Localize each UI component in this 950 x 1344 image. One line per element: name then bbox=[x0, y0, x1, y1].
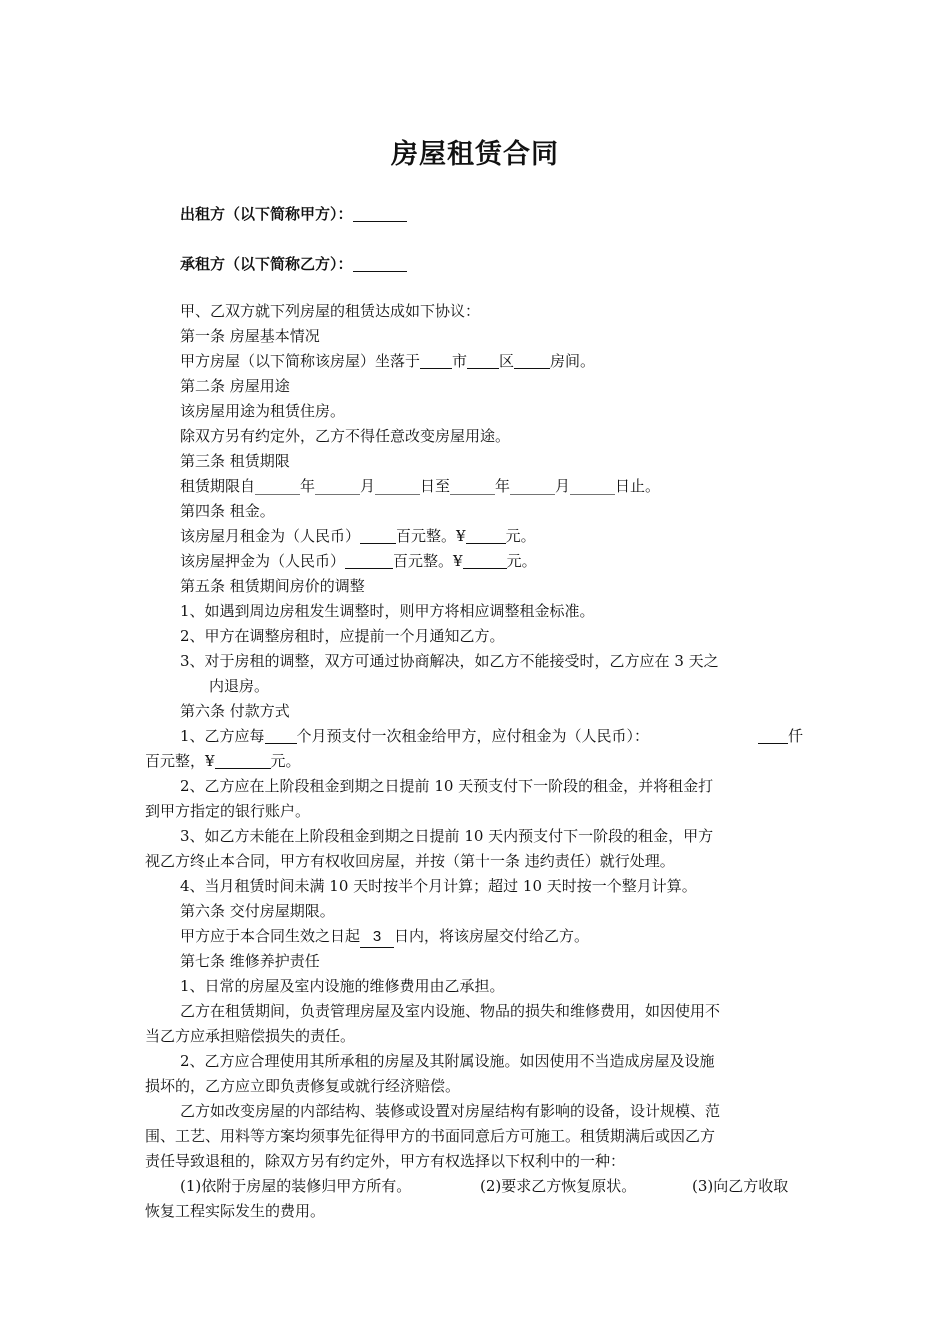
delivery-text-a: 甲方应于本合同生效之日起 bbox=[180, 927, 361, 945]
art7-p1-line1: 乙方在租赁期间，负责管理房屋及室内设施、物品的损失和维修费用，如因使用不 bbox=[180, 1002, 721, 1020]
deposit-hundreds-blank bbox=[345, 553, 393, 569]
art7-option1: (1)依附于房屋的装修归甲方所有。 bbox=[180, 1177, 412, 1195]
art5-item3-line2: 内退房。 bbox=[209, 677, 270, 695]
art7-option2: (2)要求乙方恢复原状。 bbox=[480, 1177, 637, 1195]
lessee-line bbox=[180, 253, 407, 274]
rent-text-b: 百元整。¥ bbox=[396, 527, 466, 545]
art4-rent bbox=[180, 526, 536, 546]
lessor-line bbox=[180, 203, 407, 224]
art6b-heading: 第六条 交付房屋期限。 bbox=[180, 902, 335, 920]
lessee-blank bbox=[353, 256, 407, 272]
deposit-text-a: 该房屋押金为（人民币） bbox=[180, 552, 346, 570]
rent-text-a: 该房屋月租金为（人民币） bbox=[180, 527, 361, 545]
art4-deposit bbox=[180, 551, 537, 571]
city-blank bbox=[420, 353, 452, 369]
deposit-amount-blank bbox=[463, 553, 507, 569]
art5-item2: 2、甲方在调整房租时，应提前一个月通知乙方。 bbox=[180, 627, 505, 645]
art5-item1: 1、如遇到周边房租发生调整时，则甲方将相应调整租金标准。 bbox=[180, 602, 595, 620]
pay-text-d: 百元整，¥ bbox=[145, 752, 215, 770]
pay-thousand-blank bbox=[758, 728, 788, 744]
art6-item4: 4、当月租赁时间未满 10 天时按半个月计算；超过 10 天时按一个整月计算。 bbox=[180, 877, 697, 895]
art7-item1: 1、日常的房屋及室内设施的维修费用由乙承担。 bbox=[180, 977, 505, 995]
deposit-text-b: 百元整。¥ bbox=[393, 552, 463, 570]
delivery-text-b: 日内，将该房屋交付给乙方。 bbox=[394, 927, 590, 945]
art1-heading: 第一条 房屋基本情况 bbox=[180, 327, 320, 345]
art7-item2-line2: 损坏的，乙方应立即负责修复或就行经济赔偿。 bbox=[145, 1077, 461, 1095]
art6-item1-line1 bbox=[180, 726, 649, 746]
pay-text-e: 元。 bbox=[270, 752, 301, 770]
art5-heading: 第五条 租赁期间房价的调整 bbox=[180, 577, 365, 595]
art6-item2-line2: 到甲方指定的银行账户。 bbox=[145, 802, 311, 820]
art7-heading: 第七条 维修养护责任 bbox=[180, 952, 320, 970]
art6-item1-line2 bbox=[145, 751, 301, 771]
district-blank bbox=[467, 353, 499, 369]
art1-text-c: 区 bbox=[499, 352, 515, 370]
art7-p2-line1: 乙方如改变房屋的内部结构、装修或设置对房屋结构有影响的设备，设计规模、范 bbox=[180, 1102, 721, 1120]
art2-heading: 第二条 房屋用途 bbox=[180, 377, 290, 395]
art1-text-d: 房间。 bbox=[550, 352, 596, 370]
art1-text-a: 甲方房屋（以下简称该房屋）坐落于 bbox=[180, 352, 421, 370]
pay-text-c: 仟 bbox=[788, 727, 804, 745]
rent-text-c: 元。 bbox=[505, 527, 536, 545]
art3-heading: 第三条 租赁期限 bbox=[180, 452, 290, 470]
art7-option3: (3)向乙方收取 bbox=[692, 1177, 789, 1195]
document-title: 房屋租赁合同 bbox=[391, 139, 559, 170]
deposit-text-c: 元。 bbox=[506, 552, 537, 570]
art6-item1-thousand bbox=[758, 726, 803, 746]
art6-item2-line1: 2、乙方应在上阶段租金到期之日提前 10 天预支付下一阶段的租金，并将租金打 bbox=[180, 777, 714, 795]
pay-amount-blank bbox=[215, 753, 271, 769]
lessor-label: 出租方（以下简称甲方）： bbox=[180, 205, 353, 223]
art7-item2-line1: 2、乙方应合理使用其所承租的房屋及其附属设施。如因使用不当造成房屋及设施 bbox=[180, 1052, 715, 1070]
art6b-delivery bbox=[180, 926, 589, 948]
art2-p2: 除双方另有约定外，乙方不得任意改变房屋用途。 bbox=[180, 427, 511, 445]
art2-p1: 该房屋用途为租赁住房。 bbox=[180, 402, 346, 420]
pay-months-blank bbox=[265, 728, 297, 744]
pay-text-b: 个月预支付一次租金给甲方，应付租金为（人民币）： bbox=[296, 727, 650, 745]
art1-text-b: 市 bbox=[452, 352, 468, 370]
lessor-blank bbox=[353, 206, 407, 222]
art7-option3-cont: 恢复工程实际发生的费用。 bbox=[145, 1202, 326, 1220]
rent-hundreds-blank bbox=[360, 528, 396, 544]
art6-heading: 第六条 付款方式 bbox=[180, 702, 290, 720]
room-blank bbox=[514, 353, 550, 369]
art6-item3-line1: 3、如乙方未能在上阶段租金到期之日提前 10 天内预支付下一阶段的租金，甲方 bbox=[180, 827, 714, 845]
art4-heading: 第四条 租金。 bbox=[180, 502, 275, 520]
art1-location bbox=[180, 351, 595, 371]
intro: 甲、乙双方就下列房屋的租赁达成如下协议： bbox=[180, 302, 481, 320]
art5-item3-line1: 3、对于房租的调整，双方可通过协商解决，如乙方不能接受时，乙方应在 3 天之 bbox=[180, 652, 719, 670]
art7-p1-line2: 当乙方应承担赔偿损失的责任。 bbox=[145, 1027, 356, 1045]
rent-amount-blank bbox=[466, 528, 506, 544]
art7-p2-line3: 责任导致退租的，除双方另有约定外，甲方有权选择以下权利中的一种： bbox=[145, 1152, 626, 1170]
art3-term: 租赁期限自______年______月______日至______年______月______日止。 bbox=[180, 477, 661, 495]
pay-text-a: 1、乙方应每 bbox=[180, 727, 265, 745]
art6-item3-line2: 视乙方终止本合同，甲方有权收回房屋，并按（第十一条 违约责任）就行处理。 bbox=[145, 852, 675, 870]
delivery-days: 3 bbox=[360, 927, 394, 948]
lessee-label: 承租方（以下简称乙方）： bbox=[180, 255, 353, 273]
art7-p2-line2: 围、工艺、用料等方案均须事先征得甲方的书面同意后方可施工。租赁期满后或因乙方 bbox=[145, 1127, 716, 1145]
